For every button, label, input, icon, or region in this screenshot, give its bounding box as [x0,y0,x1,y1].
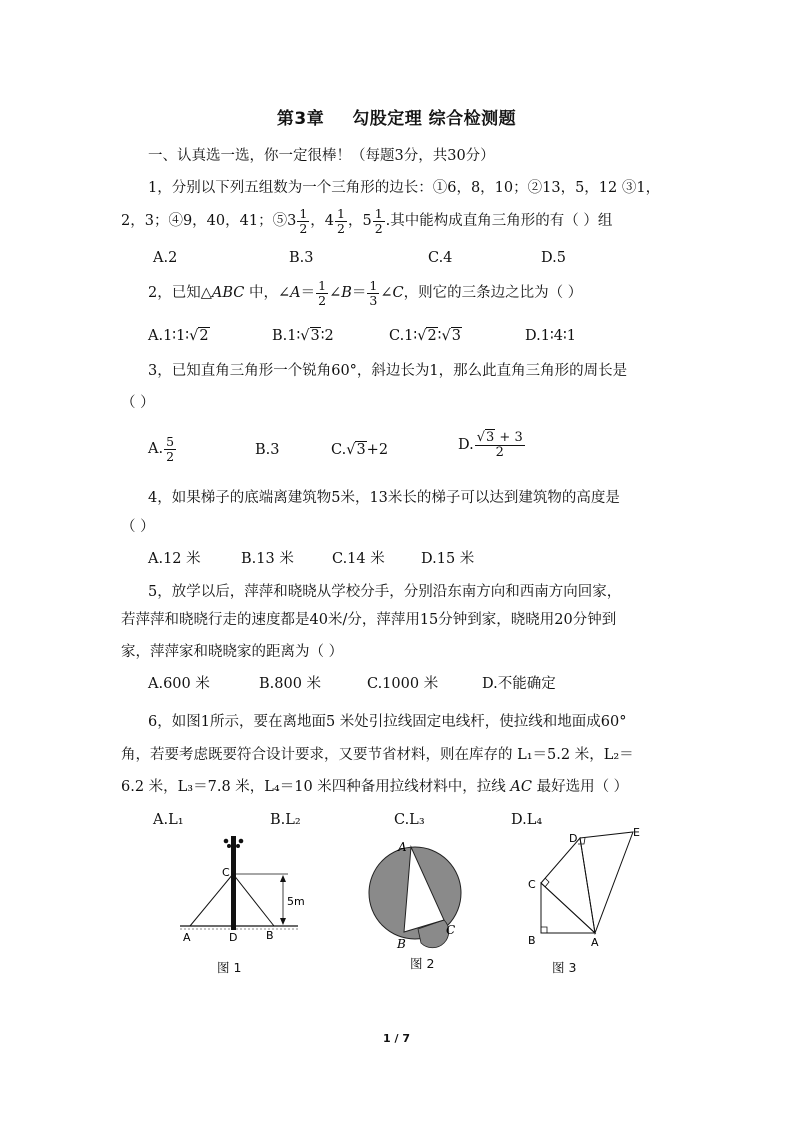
q2-text: 中，∠ [244,285,291,301]
triangle-acd [541,838,595,933]
q2-option-c [389,326,462,346]
q3-opt-text: +2 [366,442,389,458]
q6-line3 [121,777,628,797]
frac-num: 1 [369,277,378,293]
q3-frac-a [164,435,176,464]
sqrt: √2 [417,328,437,344]
q6-option-a: A.L₁ [153,812,184,828]
frac-den: 2 [299,220,308,236]
q2-angle-c: C [392,285,404,301]
fig3-label-b: B [528,934,536,947]
title-name: 勾股定理 综合检测题 [352,109,517,129]
q3-line2: （ ） [121,395,155,411]
q1-option-d: D.5 [541,250,566,266]
q1-fraction-1 [297,207,309,236]
frac-num-text: + 3 [495,429,523,445]
q4-option-c: C.14 米 [332,551,385,567]
q2-opt-text: C.1∶ [389,328,418,344]
frac-den: 2 [495,444,504,460]
figure-3-triangle-diagram [520,826,660,956]
fig1-label-c: C [222,866,230,879]
q3-option-c [331,440,388,460]
figure-1-caption: 图 1 [217,960,242,975]
q2-line [148,278,582,308]
q3-opt-text: D. [458,437,474,453]
frac-num: 1 [299,205,308,221]
q5-line1: 5，放学以后，萍萍和晓晓从学校分手，分别沿东南方向和西南方向回家， [148,584,622,600]
q4-option-b: B.13 米 [241,551,294,567]
page-number: 1 / 7 [383,1032,410,1045]
q2-angle-a: A [290,285,301,301]
frac-num: 5 [166,433,175,449]
q5-option-c: C.1000 米 [367,676,439,692]
q2-text: ＝ [351,285,367,301]
q1-option-b: B.3 [289,250,314,266]
q6-line2: 角，若要考虑既要符合设计要求，又要节省材料，则在库存的 L₁＝5.2 米，L₂＝ [121,747,634,763]
q2-text: 2，已知△ [148,285,212,301]
q6-text: 6.2 米，L₃＝7.8 米，L₄＝10 米四种备用拉线材料中，拉线 [121,779,511,795]
figure-2-circle-diagram [364,836,474,954]
frac-num: 1 [318,277,327,293]
fig3-label-c: C [528,878,536,891]
q2-opt-text: B.1∶ [272,328,301,344]
triangle-ade [580,832,633,933]
q2-text: ∠ [329,285,342,301]
q6-option-c: C.L₃ [394,812,425,828]
radicand: 3 [451,328,461,344]
q1-text: ，4 [310,213,334,229]
q4-line2: （ ） [121,519,155,535]
q1-option-a: A.2 [153,250,178,266]
sqrt: √3 [441,328,461,344]
q2-text: ∠ [380,285,393,301]
q2-fraction-2 [367,279,379,308]
fig2-label-b: B [397,937,406,951]
q1-fraction-2 [335,207,347,236]
q2-opt-text: A.1∶1∶ [148,328,190,344]
q2-option-b [272,326,334,346]
q3-frac-d [475,431,525,460]
figure-3-caption: 图 3 [552,960,577,975]
q5-option-a: A.600 米 [148,676,210,692]
fig2-label-a: A [398,840,407,854]
radicand: 3 [310,328,320,344]
frac-den: 2 [166,448,175,464]
height-dimension [280,875,286,925]
q2-angle-b: B [341,285,352,301]
radicand: 3 [356,442,366,458]
q6-option-b: B.L₂ [270,812,301,828]
page-title [0,104,793,129]
q2-abc: ABC [211,285,245,301]
ground-line [180,926,298,929]
q1-text: 2，3；④9，40，41；⑤3 [121,213,297,229]
q2-option-a [148,326,210,346]
utility-pole [231,836,236,930]
title-chapter: 第3章 [276,109,325,129]
q6-text: 最好选用（ ） [531,779,629,795]
frac-num: 1 [374,205,383,221]
fig1-label-5m: 5m [287,895,305,908]
radicand: 2 [427,328,437,344]
q1-option-c: C.4 [428,250,453,266]
q6-line1: 6，如图1所示，要在离地面5 米处引拉线固定电线杆，使拉线和地面成60° [148,714,627,730]
q2-fraction-1 [316,279,328,308]
q3-line1: 3，已知直角三角形一个锐角60°，斜边长为1，那么此直角三角形的周长是 [148,363,628,379]
q3-option-a [148,434,177,464]
fig2-label-c: C [446,923,456,937]
guy-wire-cb [233,874,274,926]
q2-text: ＝ [300,285,316,301]
q6-ac: AC [510,779,532,795]
sqrt: √3 [476,429,495,445]
q2-opt-text: ∶2 [320,328,334,344]
q5-option-b: B.800 米 [259,676,322,692]
radicand: 3 [486,429,495,445]
figure-2-caption: 图 2 [410,956,435,971]
q3-opt-text: C. [331,442,347,458]
figure-1-pole-diagram [170,828,310,948]
fig1-label-a: A [183,931,191,944]
q4-option-d: D.15 米 [421,551,475,567]
guy-wire-ca [190,874,233,926]
radicand: 2 [199,328,209,344]
sqrt: √3 [346,442,366,458]
q3-option-d [458,430,526,460]
q1-text: .其中能构成直角三角形的有（ ）组 [385,213,613,229]
fig3-label-d: D [569,832,578,845]
q3-option-b: B.3 [255,442,280,458]
frac-den: 2 [374,220,383,236]
q2-opt-text: ∶ [437,328,442,344]
fig3-label-a: A [591,936,599,949]
q1-line2 [121,206,612,236]
fig1-label-d: D [229,931,238,944]
fig3-label-e: E [633,826,640,839]
frac-num: 1 [337,205,345,221]
sqrt: √3 [300,328,320,344]
frac-den: 2 [318,292,327,308]
q1-fraction-3 [373,207,385,236]
q2-option-d: D.1∶4∶1 [525,328,576,344]
q2-text: ，则它的三条边之比为（ ） [403,285,583,301]
fig1-label-b: B [266,929,274,942]
right-angle-b [541,927,547,933]
q5-line2: 若萍萍和晓晓行走的速度都是40米/分，萍萍用15分钟到家，晓晓用20分钟到 [121,612,617,628]
q5-option-d: D.不能确定 [482,676,556,692]
right-angle-c [545,878,549,887]
section-heading: 一、认真选一选，你一定很棒！（每题3分，共30分） [148,148,495,164]
q1-text: ，5 [347,213,372,229]
q4-line1: 4，如果梯子的底端离建筑物5米，13米长的梯子可以达到建筑物的高度是 [148,490,620,506]
q4-option-a: A.12 米 [148,551,201,567]
q5-line3: 家，萍萍家和晓晓家的距离为（ ） [121,644,344,660]
q3-opt-text: A. [148,441,164,457]
frac-num [475,431,525,446]
frac-den: 3 [369,292,378,308]
frac-den: 2 [337,220,345,236]
sqrt: √2 [189,328,209,344]
q6-option-d: D.L₄ [511,812,543,828]
q1-line1: 1，分别以下列五组数为一个三角形的边长：①6，8，10；②13，5，12 ③1， [148,180,661,196]
